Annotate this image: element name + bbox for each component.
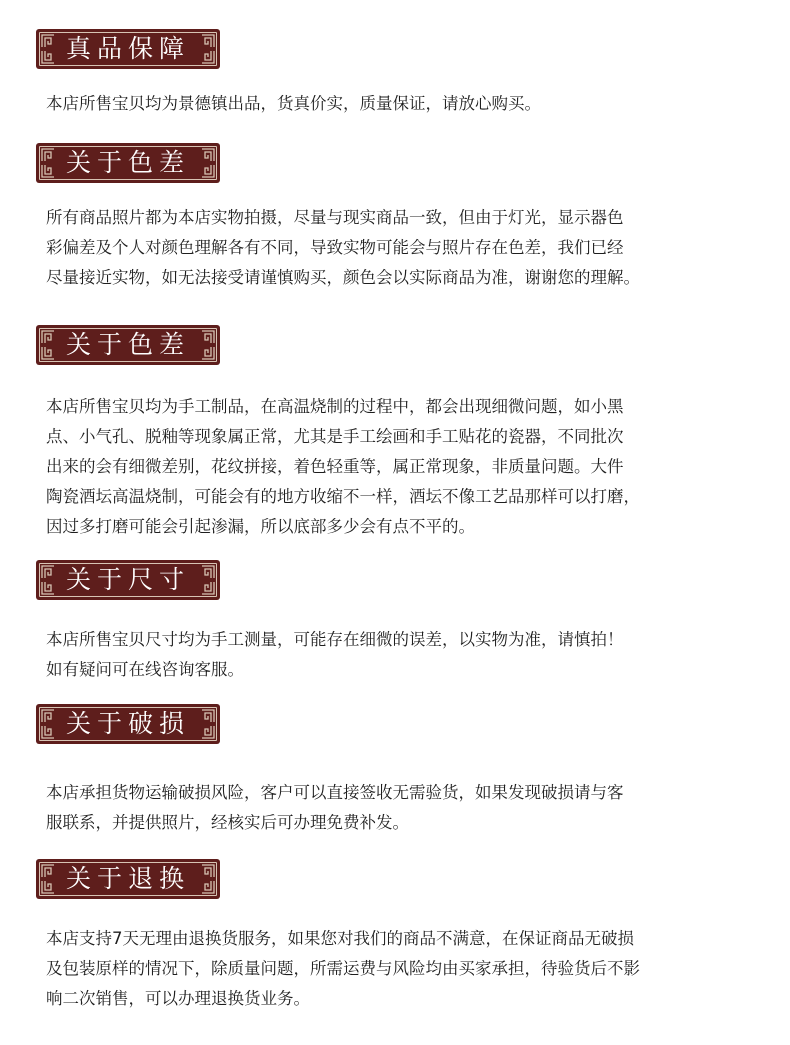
section-banner xyxy=(36,325,220,365)
section-title: 关于破损 xyxy=(65,709,190,738)
body-line: 本店支持7天无理由退换货服务，如果您对我们的商品不满意，在保证商品无破损 xyxy=(46,929,634,948)
section-title: 关于尺寸 xyxy=(65,565,190,594)
section-body xyxy=(46,625,756,685)
body-line: 出来的会有细微差别，花纹拼接，着色轻重等，属正常现象，非质量问题。大件 xyxy=(46,457,624,476)
section-banner xyxy=(36,859,220,899)
section-body xyxy=(46,778,756,838)
body-line: 尽量接近实物，如无法接受请谨慎购买，颜色会以实际商品为准，谢谢您的理解。 xyxy=(46,268,640,287)
section-body xyxy=(46,392,756,542)
body-line: 响二次销售，可以办理退换货业务。 xyxy=(46,989,310,1008)
section-banner xyxy=(36,29,220,69)
body-line: 及包装原样的情况下，除质量问题，所需运费与风险均由买家承担，待验货后不影 xyxy=(46,959,640,978)
body-line: 陶瓷酒坛高温烧制，可能会有的地方收缩不一样，酒坛不像工艺品那样可以打磨， xyxy=(46,487,640,506)
section-body xyxy=(46,203,756,293)
section-title: 真品保障 xyxy=(65,34,190,63)
section-banner xyxy=(36,143,220,183)
section-title: 关于色差 xyxy=(65,330,190,359)
section-title: 关于退换 xyxy=(65,864,190,893)
body-line: 点、小气孔、脱釉等现象属正常，尤其是手工绘画和手工贴花的瓷器，不同批次 xyxy=(46,427,624,446)
body-line: 彩偏差及个人对颜色理解各有不同，导致实物可能会与照片存在色差，我们已经 xyxy=(46,238,624,257)
section-body xyxy=(46,89,756,119)
body-line: 本店所售宝贝尺寸均为手工测量，可能存在细微的误差，以实物为准，请慎拍！ xyxy=(46,630,624,649)
body-line: 服联系，并提供照片，经核实后可办理免费补发。 xyxy=(46,813,409,832)
body-line: 本店承担货物运输破损风险，客户可以直接签收无需验货，如果发现破损请与客 xyxy=(46,783,624,802)
body-line: 所有商品照片都为本店实物拍摄，尽量与现实商品一致，但由于灯光，显示器色 xyxy=(46,208,624,227)
body-line: 因过多打磨可能会引起渗漏，所以底部多少会有点不平的。 xyxy=(46,517,475,536)
section-banner xyxy=(36,704,220,744)
section-banner xyxy=(36,560,220,600)
section-body xyxy=(46,924,756,1014)
body-line: 本店所售宝贝均为手工制品，在高温烧制的过程中，都会出现细微问题，如小黑 xyxy=(46,397,624,416)
section-title: 关于色差 xyxy=(65,148,190,177)
body-line: 本店所售宝贝均为景德镇出品，货真价实，质量保证，请放心购买。 xyxy=(46,94,541,113)
body-line: 如有疑问可在线咨询客服。 xyxy=(46,660,244,679)
